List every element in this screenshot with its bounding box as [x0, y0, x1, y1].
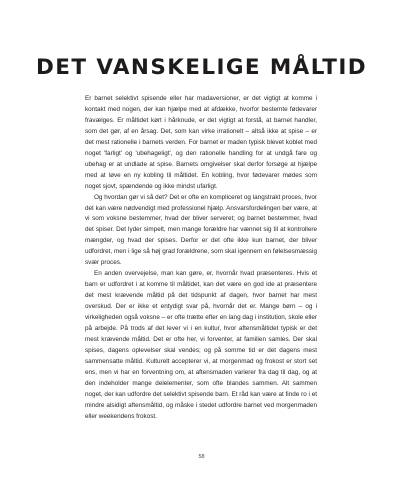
paragraph: Og hvordan gør vi så det? Det er ofte en kompliceret og langstrakt proces, hvor det kan være nødvendigt med professionel hjælp. Ansvarsfordelingen bør være, at vi som voksne bestemmer, hvad der bliver serveret; og barnet bestemmer, hvad det spiser. Det lyder simpelt, men mange forældre har vænnet sig til at kontrollere mængder, og hvad der spises. Derfor er det ofte ikke kun barnet, der bliver udfordret, men i lige så høj grad forældrene, som skal igennem en følelsesmæssig svær proces. — [85, 193, 317, 267]
paragraph: En anden overvejelse, man kan gøre, er, hvornår hvad præsenteres. Hvis et barn er udfordret i at komme til måltidet, kan det være en god ide at præsentere det mest krævende måltid på det tidspunkt af dagen, hvor barnet har mest overskud. Der er ikke et entydigt svar på, hvornår det er. Mange børn – og i virkeligheden også voksne – er ofte trætte efter en lang dag i institution, skole eller på arbejde. På trods af det lever vi i en kultur, hvor aftensmåltidet typisk er det mest krævende måltid. Det er ofte her, vi forventer, at familien samles. Der skal spises, dagens oplevelser skal vendes; og på somme tid er det dagens mest sammensatte måltid. Kulturelt accepterer vi, at morgenmad og frokost er stort set ens, men vi har en forventning om, at aftensmaden varierer fra dag til dag, og at den indeholder mange delelementer, som ofte blandes sammen. Alt sammen noget, der kan udfordre det selektivt spisende barn. Et råd kan være at finde ro i et mindre alsidigt aftensmåltid, og måske i stedet udfordre barnet ved morgenmaden eller weekendens frokost. — [85, 270, 317, 420]
body-text — [85, 94, 317, 423]
paragraph: Er barnet selektivt spisende eller har madaversioner, er det vigtigt at komme i kontakt med nogen, der kan hjælpe med at afdække, hvorfor bestemte fødevarer fravælges. Er måltidet kørt i hårknude, er det vigtigt at forstå, at barnet handler, som det gør, af en årsag. Det, som kan virke irrationelt – altså ikke at spise – er det mest rationelle i barnets verden. For barnet er maden typisk blevet koblet med noget 'farligt' og 'ubehageligt', og den rationelle handling for at undgå fare og ubehag er at undlade at spise. Barnets omgivelser skal derfor forsøge at hjælpe med at løve en ny kobling til måltidet. En kobling, hvor fødevarer mødes som noget sjovt, spændende og ikke mindst ufarligt. — [85, 95, 317, 190]
chapter-title: DET VANSKELIGE MÅLTID — [36, 55, 367, 81]
page-number: 58 — [198, 454, 205, 460]
